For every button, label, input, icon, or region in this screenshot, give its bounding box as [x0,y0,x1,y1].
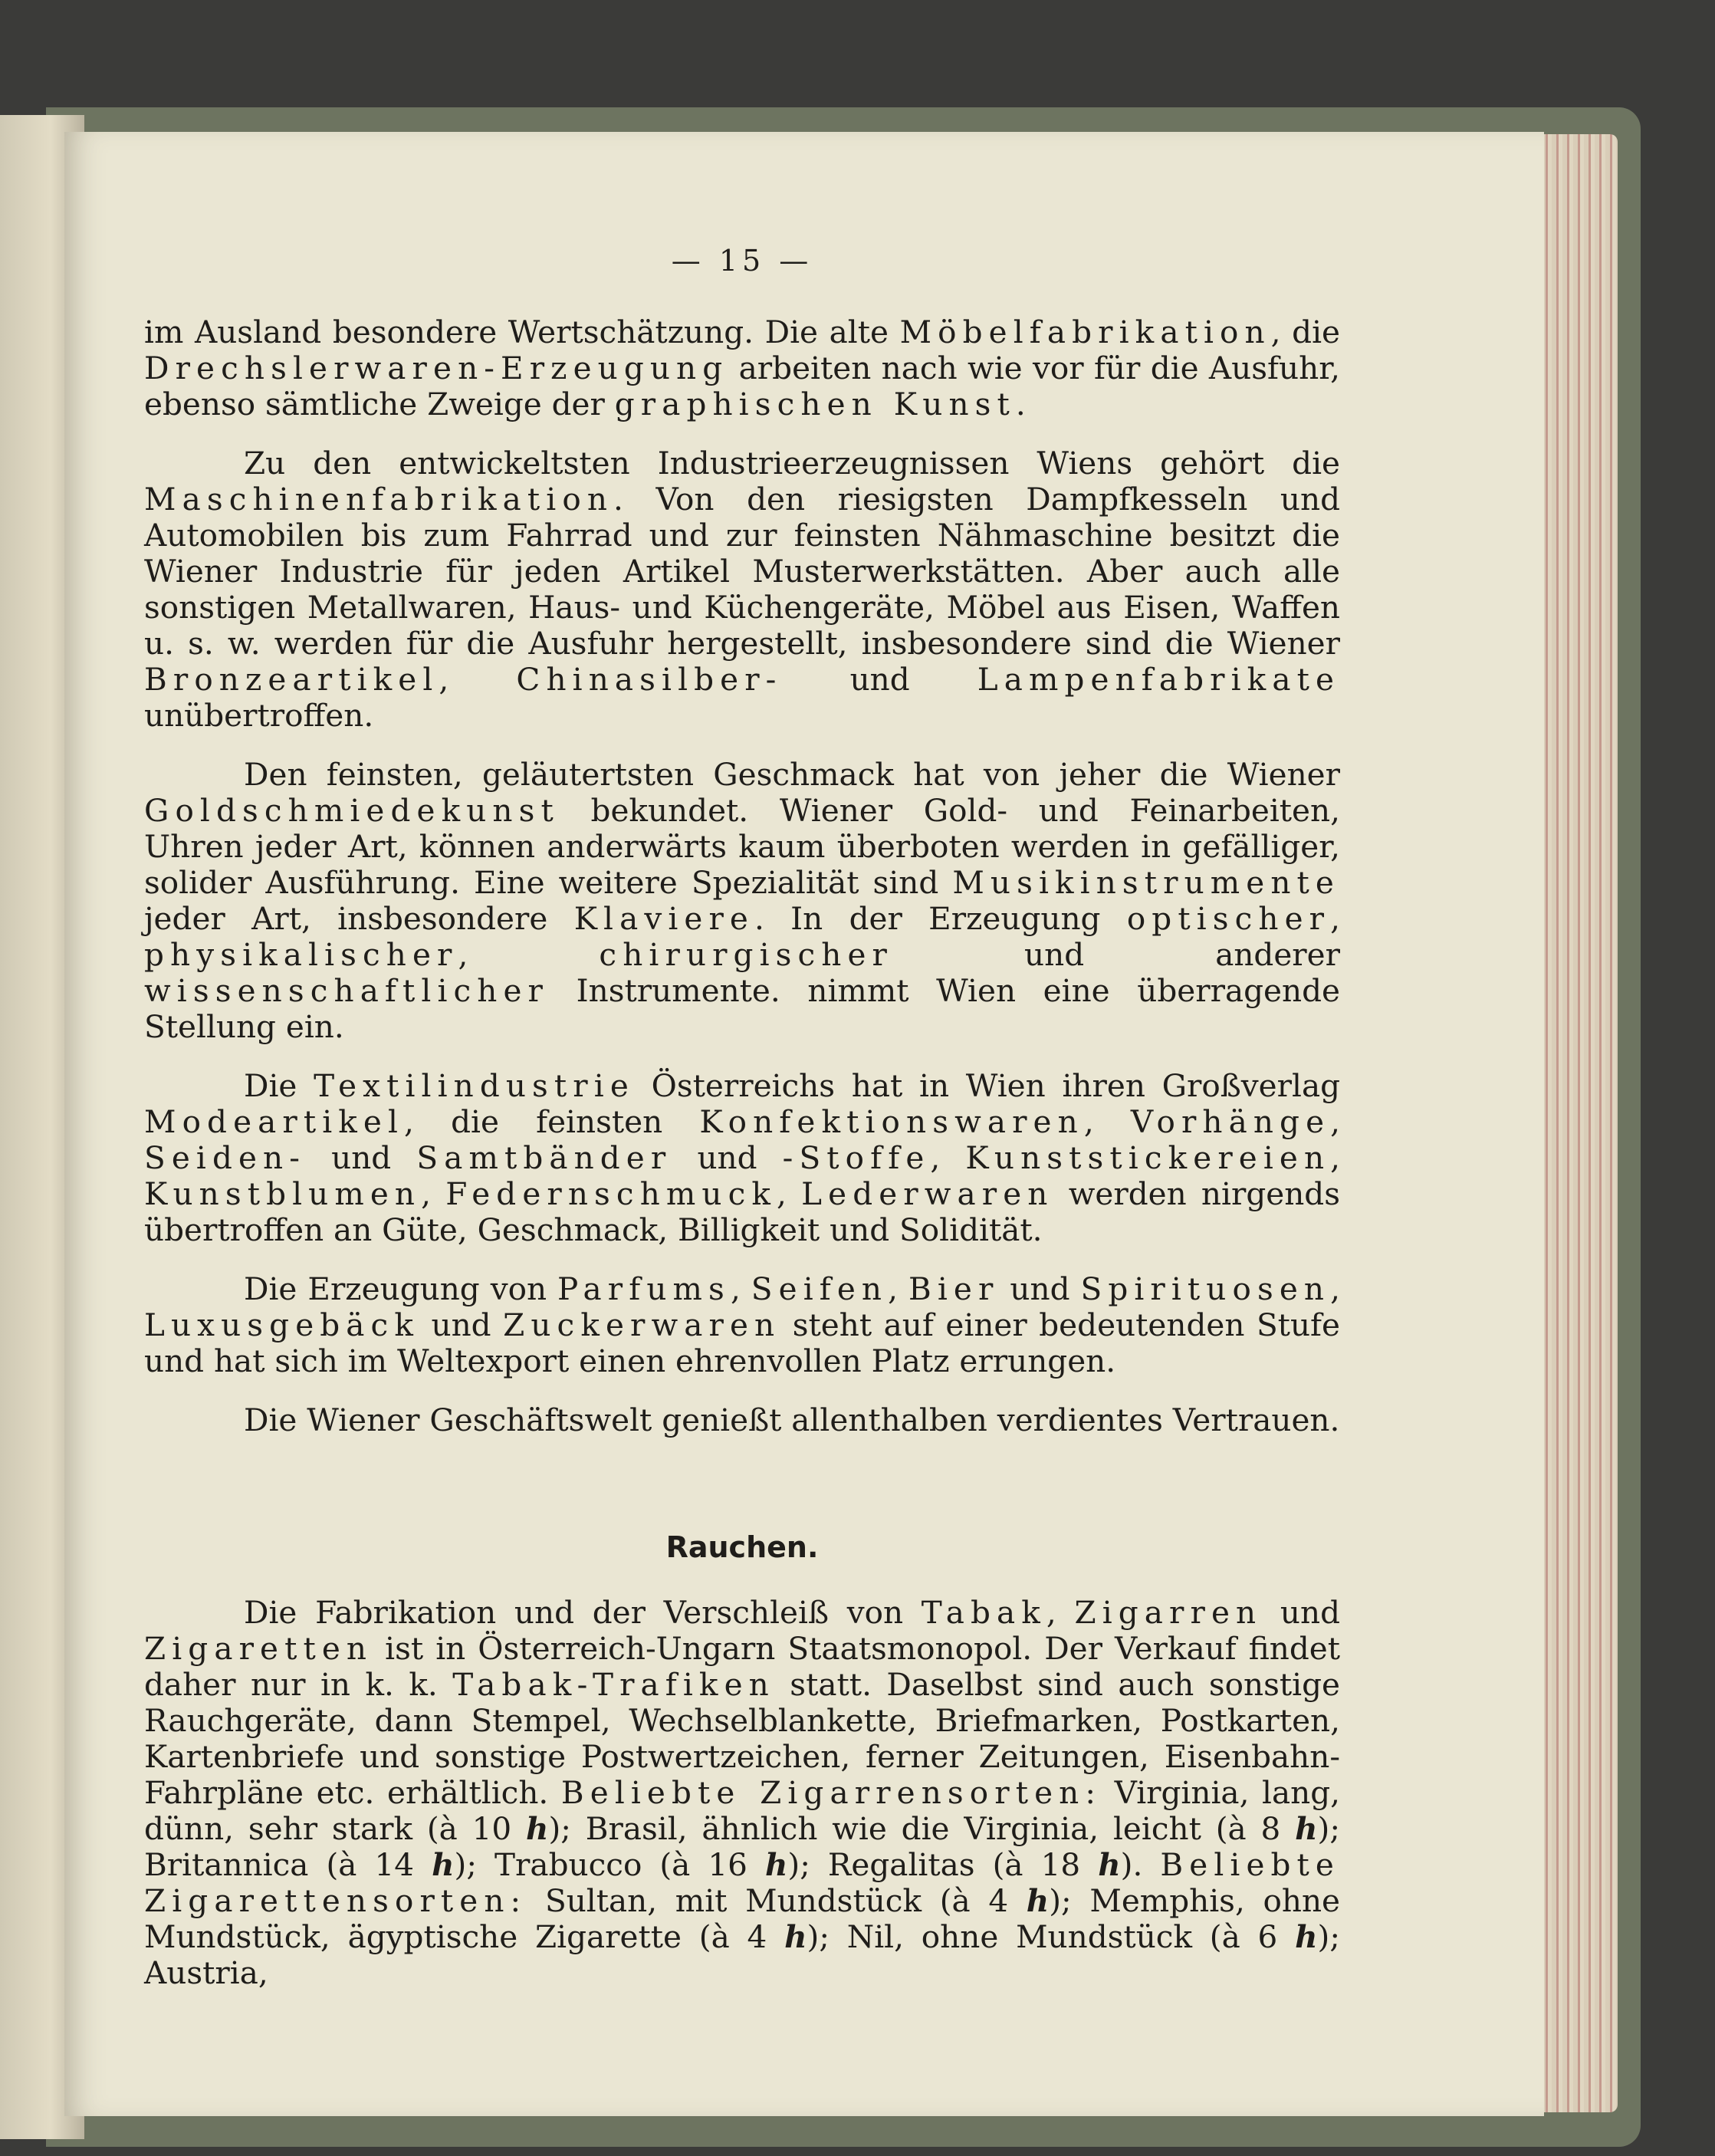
text-run: und [419,1306,504,1343]
spaced-emphasis-text: Bier [908,1270,1000,1307]
text-run: . Von den riesigsten Dampfkesseln und Automobilen bis zum Fahrrad und zur feinsten Nähmaschine besitzt die Wiener Industrie für jeden Artikel Musterwerkstätten. Aber auch alle sonstigen Metallwaren, Haus- und Küchengeräte, Möbel aus Eisen, Waffen u. s. w. werden für die Ausfuhr hergestellt, insbesondere sind die Wiener [144,481,1340,662]
spaced-emphasis-text: Zigarren [1074,1594,1263,1631]
text-run: ); Trabucco (à 16 [454,1846,765,1883]
spaced-emphasis-text: Chinasilber- [516,661,783,698]
text-run: Österreichs hat in Wien ihren Großverlag [634,1067,1341,1104]
spaced-emphasis-text: wissenschaftlicher [144,972,549,1009]
text-run: ); Austria, [144,1918,1340,1991]
spaced-emphasis-text: Konfektionswaren [699,1103,1084,1140]
spaced-emphasis-text: Seiden- [144,1139,307,1176]
text-run: werden nirgends übertroffen an Güte, Geschmack, Billigkeit und Solidität. [144,1175,1341,1248]
spaced-emphasis-text: Zuckerwaren [503,1306,781,1343]
text-run: ); Nil, ohne Mundstück (à 6 [807,1918,1296,1955]
spaced-emphasis-text: Goldschmiedekunst [144,792,560,829]
spaced-emphasis-text: Möbelfabrikation [899,314,1271,350]
spaced-emphasis-text: Modeartikel [144,1103,405,1140]
text-run: und [672,1139,783,1176]
page-number: — 15 — [671,244,813,278]
heller-unit: h [1295,1918,1318,1955]
text-run: ist in Österreich-Ungarn Staatsmonopol. Der Verkauf findet daher nur in k. k. [144,1630,1340,1703]
spaced-emphasis-text: Textilindustrie [314,1067,635,1104]
spaced-emphasis-text: Bronzeartikel [144,661,439,698]
heller-unit: h [526,1810,549,1847]
text-run: , die [1270,314,1341,350]
spaced-emphasis-text: Parfums [557,1270,731,1307]
heller-unit: h [764,1846,788,1883]
text-run: , [930,1139,966,1176]
text-run: Sultan, mit Mundstück (à 4 [527,1882,1027,1919]
text-run: statt. Daselbst sind auch sonstige Rauchgeräte, dann Stempel, Wechselblankette, Briefmarken, Postkarten, Kartenbriefe und sonstige Postwertzeichen, ferner Zeitungen, Eisenbahn-Fahrpläne etc. erhältlich. [144,1666,1341,1811]
paragraph [144,757,1340,1045]
page-edges [1541,134,1618,2112]
text-run: Die Wiener Geschäftswelt genießt allenthalben verdientes Vertrauen. [244,1402,1340,1438]
text-run: , [1330,1103,1341,1140]
text-run: und anderer [893,936,1341,973]
text-run: , [1083,1103,1131,1140]
spaced-emphasis-text: Luxusgebäck [144,1306,419,1343]
spaced-emphasis-text: -Stoffe [782,1139,931,1176]
heller-unit: h [1098,1846,1121,1883]
spaced-emphasis-text: Tabak-Trafiken [452,1666,775,1703]
spaced-emphasis-text: chirurgischer [599,936,894,973]
spaced-emphasis-text: Zigaretten [144,1630,373,1667]
text-run: und [306,1139,417,1176]
text-run: , [421,1175,446,1212]
spaced-emphasis-text: Vorhänge [1130,1103,1331,1140]
paragraph [144,1402,1340,1438]
text-run: Instrumente. nimmt Wien eine überragende Stellung ein. [144,972,1340,1045]
paragraph [144,1271,1340,1379]
spaced-emphasis-text: optischer [1126,900,1331,937]
text-run: , [888,1270,908,1307]
paragraph [144,1068,1340,1248]
text-run: im Ausland besondere Wertschätzung. Die alte [144,314,900,350]
text-run: , [1330,900,1341,937]
spaced-emphasis-text: Kunstblumen [144,1175,422,1212]
text-run: arbeiten nach wie vor für die Ausfuhr, ebenso sämtliche Zweige der [144,350,1340,422]
heller-unit: h [432,1846,455,1883]
text-run: , [777,1175,802,1212]
text-run: , [458,936,600,973]
paragraph [144,445,1340,734]
text-run: Virginia, lang, dünn, sehr stark (à 10 [144,1774,1340,1847]
heller-unit: h [1026,1882,1050,1919]
paragraph [144,1595,1340,1991]
text-run: , [1330,1139,1341,1176]
text-run: Den feinsten, geläutertsten Geschmack hat von jeher die Wiener [244,756,1340,793]
body-after-heading [144,1595,1340,1991]
paragraph [144,314,1340,422]
text-run: , [1046,1594,1075,1631]
text-run: Die [244,1067,314,1104]
body-before-heading [144,314,1340,1438]
text-run: und [782,661,977,698]
spaced-emphasis-text: Lampenfabrikate [977,661,1341,698]
section-heading: Rauchen. [665,1530,819,1564]
spaced-emphasis-text: Beliebte Zigarrensorten: [560,1774,1102,1811]
spaced-emphasis-text: Beliebte Zigarettensorten: [144,1846,1340,1919]
text-run: , die feinsten [404,1103,700,1140]
text-run: und [1262,1594,1341,1631]
text-run: unübertroffen. [144,697,374,734]
text-run: , [1330,1270,1340,1307]
heller-unit: h [1295,1810,1318,1847]
spaced-emphasis-text: physikalischer [144,936,458,973]
text-run: und [999,1270,1081,1307]
spaced-emphasis-text: Tabak [921,1594,1046,1631]
text-run: bekundet. Wiener Gold- und Feinarbeiten, Uhren jeder Art, können anderwärts kaum überboten werden in gefälliger, solider Ausführung. Eine weitere Spezialität sind [144,792,1340,901]
spaced-emphasis-text: Klaviere [573,900,754,937]
spaced-emphasis-text: Samtbänder [416,1139,672,1176]
spaced-emphasis-text: Federnschmuck [445,1175,777,1212]
page-content [144,244,1340,2014]
heller-unit: h [784,1918,807,1955]
text-run: Die Erzeugung von [244,1270,558,1307]
text-run: jeder Art, insbesondere [144,900,574,937]
spaced-emphasis-text: graphischen Kunst [614,386,1016,422]
text-run: , [730,1270,751,1307]
spaced-emphasis-text: Spirituosen [1080,1270,1331,1307]
spaced-emphasis-text: Seifen [751,1270,889,1307]
text-run: . In der Erzeugung [754,900,1127,937]
text-run: Die Fabrikation und der Verschleiß von [244,1594,922,1631]
text-run: ); Brasil, ähnlich wie die Virginia, leicht (à 8 [548,1810,1296,1847]
spaced-emphasis-text: Maschinenfabrikation [144,481,614,518]
spaced-emphasis-text: Lederwaren [801,1175,1054,1212]
text-run: . [1015,386,1026,422]
spaced-emphasis-text: Musikinstrumente [952,864,1340,901]
text-run: ). [1120,1846,1161,1883]
text-run: steht auf einer bedeutenden Stufe und hat sich im Weltexport einen ehrenvollen Platz errungen. [144,1306,1341,1379]
text-run: ); Memphis, ohne Mundstück, ägyptische Zigarette (à 4 [144,1882,1341,1955]
text-run: Zu den entwickeltsten Industrieerzeugnissen Wiens gehört die [244,445,1340,481]
spaced-emphasis-text: Kunststickereien [965,1139,1331,1176]
text-run: ); Britannica (à 14 [144,1810,1340,1883]
text-run: ); Regalitas (à 18 [787,1846,1099,1883]
text-run: , [439,661,517,698]
spaced-emphasis-text: Drechslerwaren-Erzeugung [144,350,729,386]
